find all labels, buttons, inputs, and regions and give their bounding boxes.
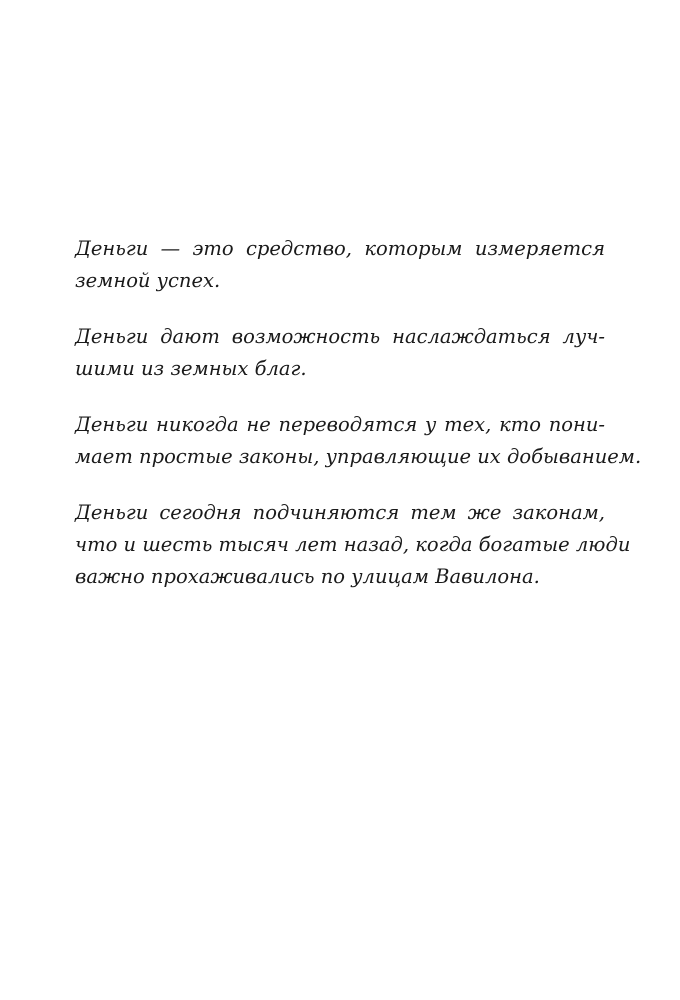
paragraph-line: что и шесть тысяч лет назад, когда богатые люди (75, 533, 631, 556)
paragraph-1 (75, 233, 605, 297)
paragraph-line: шими из земных благ. (75, 357, 307, 380)
paragraph-line: Деньги дают возможность наслаждаться луч- (75, 325, 605, 348)
epigraph-text (75, 233, 642, 593)
paragraph-line: Деньги — это средство, которым измеряется (75, 237, 605, 260)
paragraph-3 (75, 409, 642, 473)
paragraph-line: Деньги никогда не переводятся у тех, кто пони- (75, 413, 605, 436)
paragraph-line: земной успех. (75, 269, 221, 292)
paragraph-line: мает простые законы, управляющие их добыванием. (75, 445, 642, 468)
paragraph-line: важно прохаживались по улицам Вавилона. (75, 565, 540, 588)
paragraph-2 (75, 321, 605, 385)
paragraph-line: Деньги сегодня подчиняются тем же законам, (75, 501, 605, 524)
paragraph-4 (75, 497, 631, 593)
